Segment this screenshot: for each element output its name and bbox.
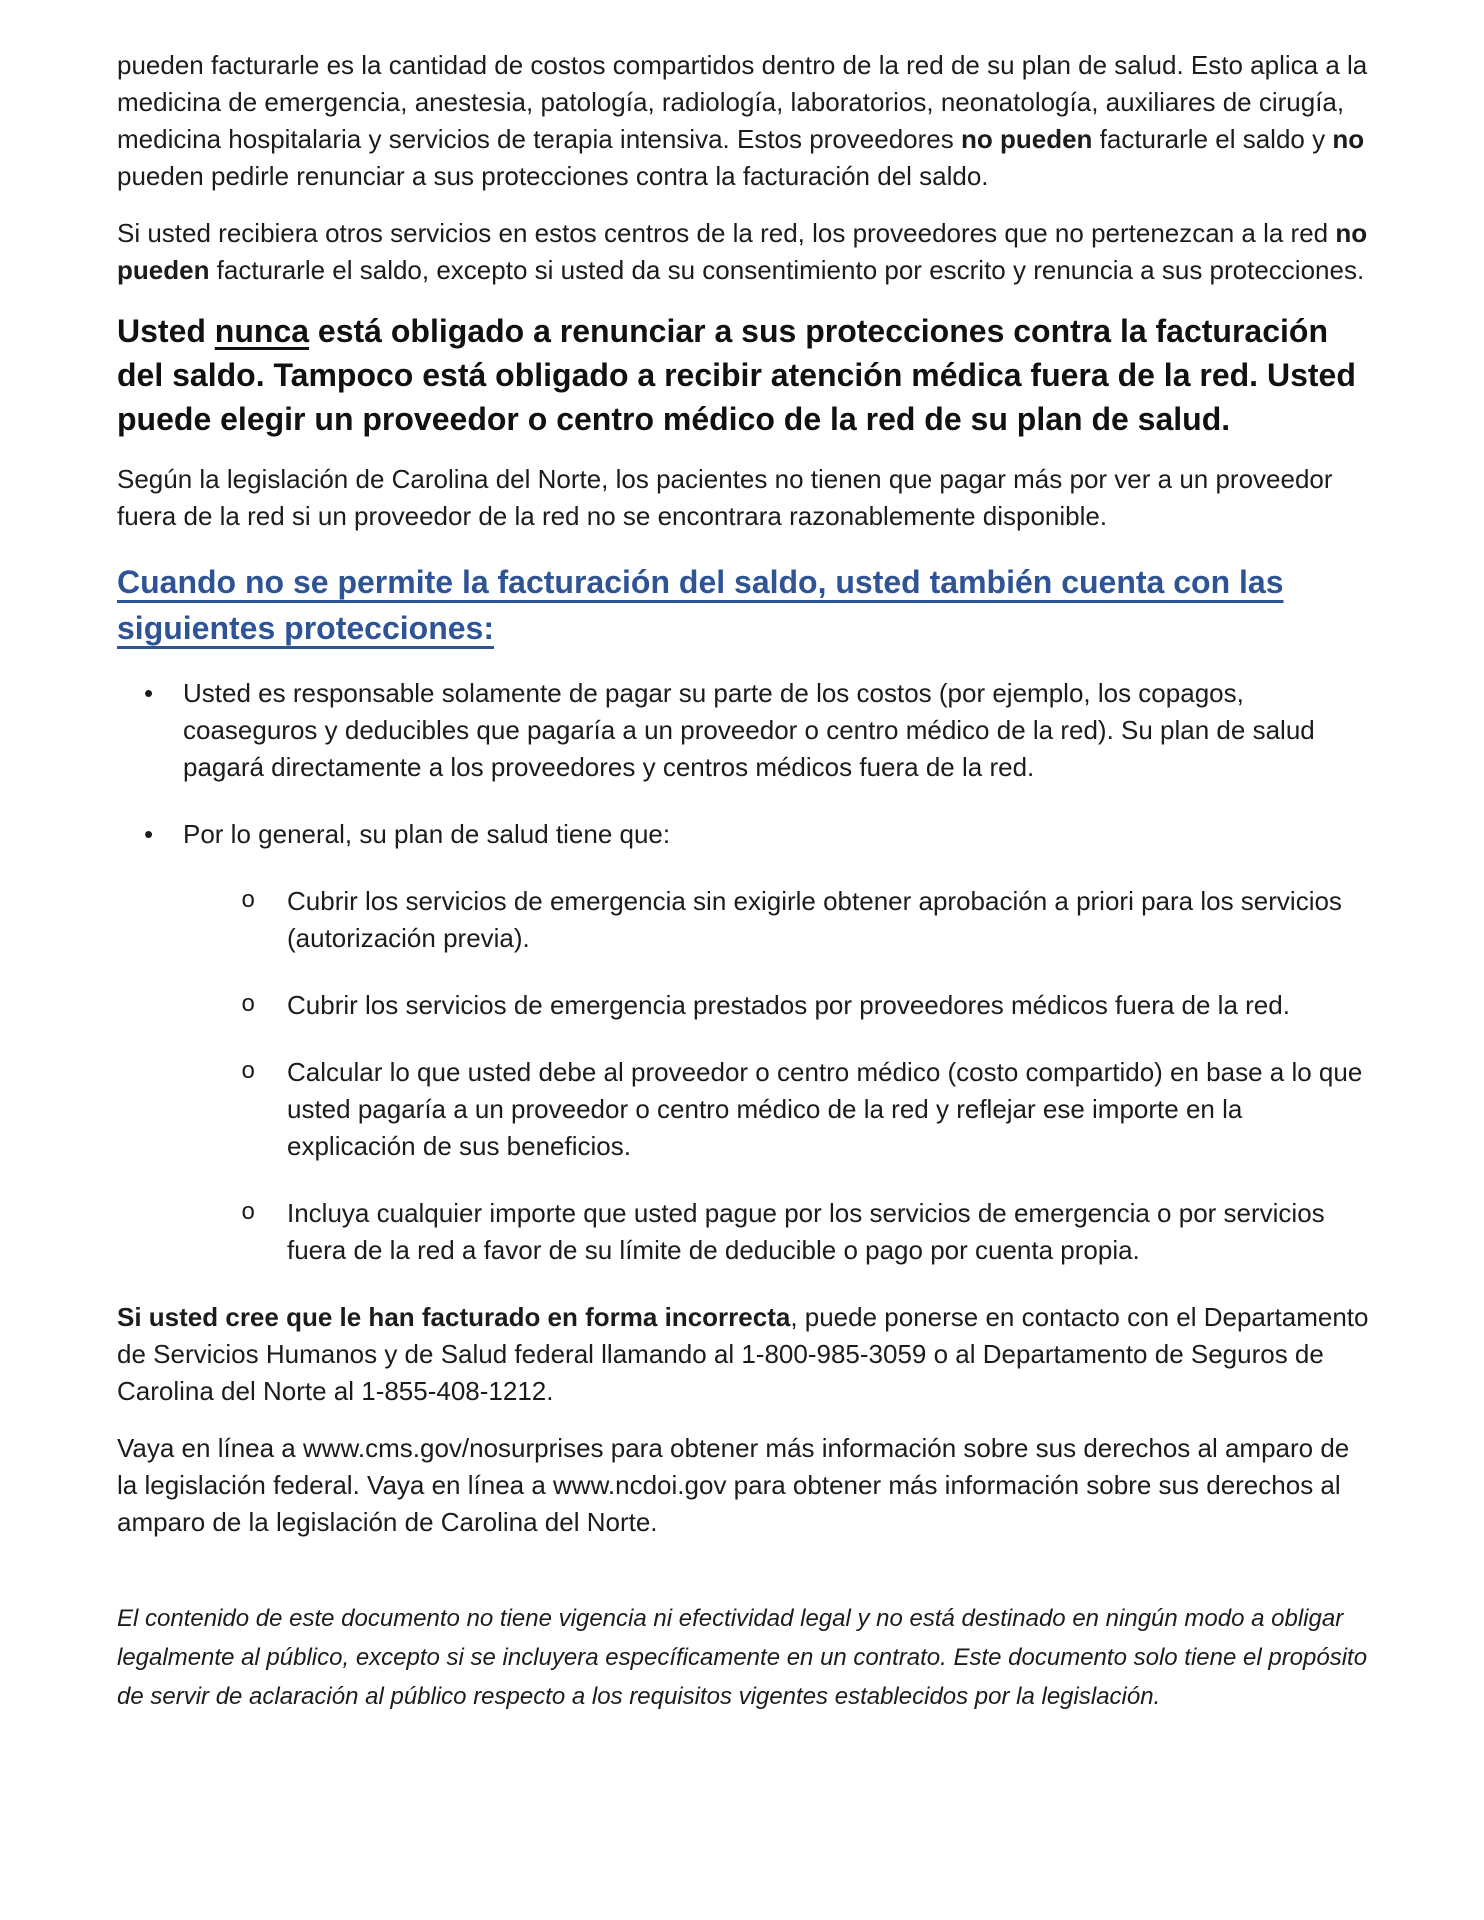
bullet-icon: • — [144, 678, 154, 708]
heading-protecciones — [117, 559, 1370, 651]
paragraph-legislacion-nc: Según la legislación de Carolina del Norte, los pacientes no tienen que pagar más por ver a un proveedor fuera de la red si un proveedor de la red no se encontrara razonablemente disponible. — [117, 464, 1333, 531]
text-run-bold: Si usted cree que le han facturado en forma incorrecta — [117, 1302, 791, 1332]
subbullet-cubrir-emergencia-fuera-red — [117, 987, 1370, 1024]
paragraph-costos-compartidos — [117, 47, 1370, 195]
text-run: pueden facturarle es la cantidad de costos compartidos dentro de la red de su plan de salud. Esto aplica a la medicina de emergencia, anestesia, patología, radiología, laboratorios, neonatología, auxiliares de cirugía, medicina hospitalaria y servicios de terapia intensiva. Estos proveedores — [117, 50, 1368, 154]
bullet-text: Usted es responsable solamente de pagar su parte de los costos (por ejemplo, los copagos, coaseguros y deducibles que pagaría a un proveedor o centro médico de la red). Su plan de salud pagará directamente a los proveedores y centros médicos fuera de la red. — [183, 678, 1315, 782]
bullet-icon: • — [144, 819, 154, 849]
text-run-bold: no — [1332, 124, 1365, 154]
subbullet-cubrir-emergencia-autorizacion — [117, 883, 1370, 957]
text-run-underline: nunca — [214, 313, 310, 349]
circle-bullet-icon: o — [241, 1200, 256, 1227]
text-run-bold: no pueden — [960, 124, 1093, 154]
bullet-responsable-costos — [117, 675, 1370, 786]
paragraph-vaya-en-linea: Vaya en línea a www.cms.gov/nosurprises para obtener más información sobre sus derechos al amparo de la legislación federal. Vaya en línea a www.ncdoi.gov para obtener más información sobre sus derechos al amparo de la legislación de Carolina del Norte. — [117, 1433, 1350, 1537]
subbullet-incluya-importe-deducible — [117, 1195, 1370, 1269]
circle-bullet-icon: o — [241, 888, 256, 915]
subbullet-text: Incluya cualquier importe que usted pague por los servicios de emergencia o por servicios fuera de la red a favor de su límite de deducible o pago por cuenta propia. — [287, 1198, 1325, 1265]
subbullet-text: Cubrir los servicios de emergencia sin exigirle obtener aprobación a priori para los servicios (autorización previa). — [287, 886, 1342, 953]
text-run: facturarle el saldo y — [1092, 124, 1333, 154]
footer-disclaimer: El contenido de este documento no tiene vigencia ni efectividad legal y no está destinado en ningún modo a obligar legalmente al público, excepto si se incluyera específicamente en un contrato. Este documento solo tiene el propósito de servir de aclaración al público respecto a los requisitos vigentes establecidos por la legislación. — [117, 1605, 1368, 1710]
heading-nunca-obligado — [117, 309, 1370, 441]
text-run-bold: no pueden — [117, 218, 1368, 285]
subbullet-text: Calcular lo que usted debe al proveedor o centro médico (costo compartido) en base a lo que usted pagaría a un proveedor o centro médico de la red y reflejar ese importe en la explicación de sus beneficios. — [287, 1057, 1363, 1161]
subbullet-calcular-costo-compartido — [117, 1054, 1370, 1165]
text-run: Usted — [117, 313, 215, 349]
bullet-plan-salud-tiene-que — [117, 816, 1370, 853]
bullet-text: Por lo general, su plan de salud tiene que: — [183, 819, 671, 849]
heading-protecciones-text: Cuando no se permite la facturación del saldo, usted también cuenta con las siguientes protecciones: — [117, 564, 1284, 646]
text-run: facturarle el saldo, excepto si usted da su consentimiento por escrito y renuncia a sus protecciones. — [209, 255, 1365, 285]
text-run: Si usted recibiera otros servicios en estos centros de la red, los proveedores que no pertenezcan a la red — [117, 218, 1336, 248]
paragraph-otros-servicios — [117, 215, 1370, 289]
circle-bullet-icon: o — [241, 1059, 256, 1086]
subbullet-text: Cubrir los servicios de emergencia prestados por proveedores médicos fuera de la red. — [287, 990, 1290, 1020]
text-run: está obligado a renunciar a sus protecciones contra la facturación del saldo. Tampoco está obligado a recibir atención médica fuera de la red. Usted puede elegir un proveedor o centro médico de la red de su plan de salud. — [117, 313, 1356, 437]
text-run: pueden pedirle renunciar a sus protecciones contra la facturación del saldo. — [117, 161, 989, 191]
paragraph-facturado-incorrecta — [117, 1299, 1370, 1410]
text-run: , puede ponerse en contacto con el Departamento de Servicios Humanos y de Salud federal llamando al 1-800-985-3059 o al Departamento de Seguros de Carolina del Norte al 1-855-408-1212. — [117, 1302, 1369, 1406]
circle-bullet-icon: o — [241, 992, 256, 1019]
